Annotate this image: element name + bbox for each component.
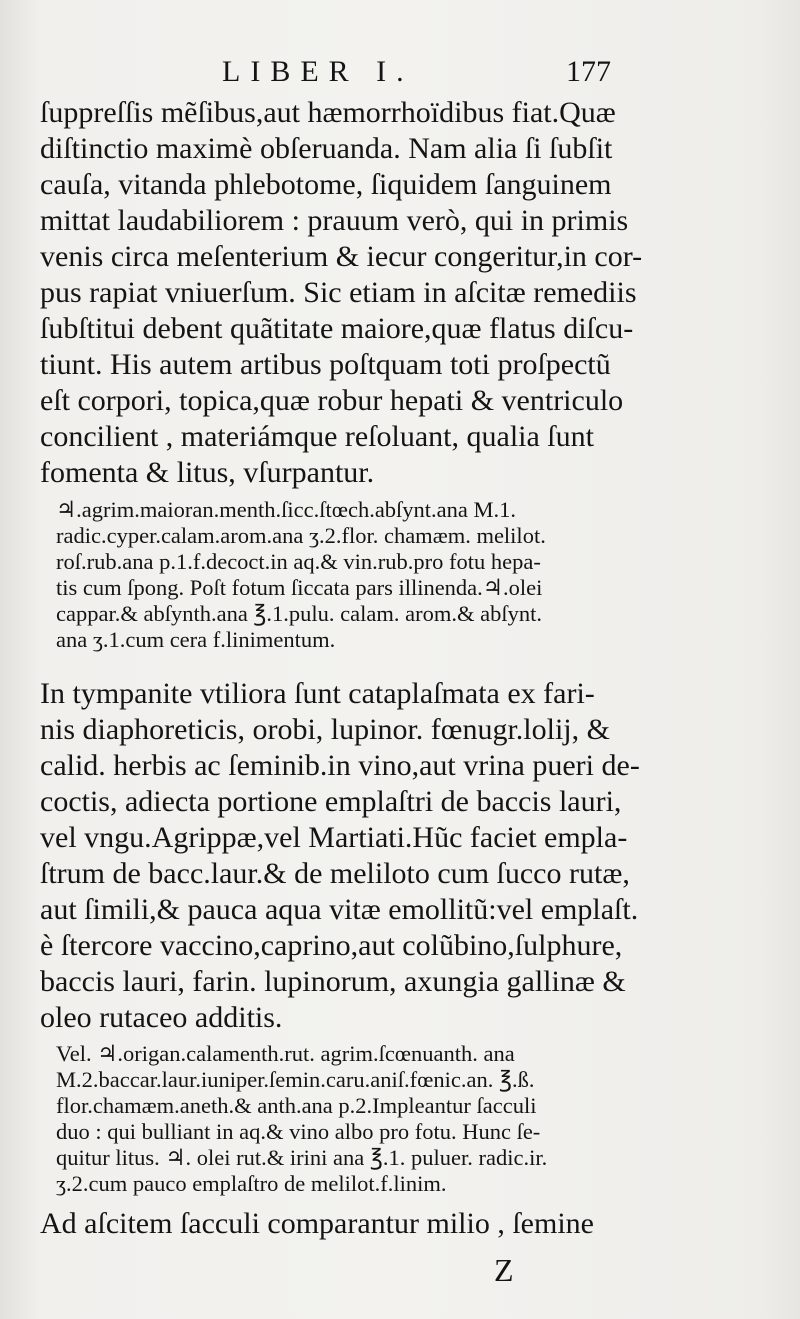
text-line: eſt corpori, topica,quæ robur hepati & ventriculo	[40, 384, 624, 417]
recipe-line: cappar.& abſynth.ana ℥.1.pulu. calam. arom.& abſynt.	[56, 601, 542, 626]
recipe-line: duo : qui bulliant in aq.& vino albo pro fotu. Hunc ſe-	[56, 1119, 541, 1144]
page-number: 177	[566, 55, 611, 88]
recipe-line: quitur litus. ♃. olei rut.& irini ana ℥.1. puluer. radic.ir.	[56, 1145, 548, 1170]
text-line: coctis, adiecta portione emplaſtri de baccis lauri,	[40, 785, 622, 818]
recipe-line: radic.cyper.calam.arom.ana ʒ.2.flor. chamæm. melilot.	[56, 523, 546, 548]
text-line: diſtinctio maximè obſeruanda. Nam alia ſi ſubſit	[40, 132, 613, 165]
text-line: tiunt. His autem artibus poſtquam toti proſpectũ	[40, 348, 611, 381]
text-line: ſubſtitui debent quãtitate maiore,quæ flatus diſcu-	[40, 312, 634, 345]
recipe-line: ♃.agrim.maioran.menth.ſicc.ſtœch.abſynt.ana M.1.	[56, 497, 517, 522]
recipe-line: roſ.rub.ana p.1.f.decoct.in aq.& vin.rub.pro fotu hepa-	[56, 549, 541, 574]
text-line: baccis lauri, farin. lupinorum, axungia gallinæ &	[40, 965, 626, 998]
text-line: è ſtercore vaccino,caprino,aut colũbino,ſulphure,	[40, 929, 623, 962]
text-line: calid. herbis ac ſeminib.in vino,aut vrina pueri de-	[40, 749, 640, 782]
recipe-line: tis cum ſpong. Poſt fotum ſiccata pars illinenda.♃.olei	[56, 575, 543, 600]
text-line: oleo rutaceo additis.	[40, 1001, 283, 1034]
signature-mark: Z	[494, 1252, 514, 1288]
text-line: pus rapiat vniuerſum. Sic etiam in aſcitæ remediis	[40, 276, 637, 309]
recipe-line: flor.chamæm.aneth.& anth.ana p.2.Impleantur ſacculi	[56, 1093, 537, 1118]
text-line: vel vngu.Agrippæ,vel Martiati.Hũc faciet empla-	[40, 821, 628, 854]
text-line: In tympanite vtiliora ſunt cataplaſmata ex fari-	[40, 677, 595, 710]
text-line: Ad aſcitem ſacculi comparantur milio , ſemine	[40, 1207, 594, 1240]
text-line: ſtrum de bacc.laur.& de meliloto cum ſucco rutæ,	[40, 857, 630, 890]
text-line: aut ſimili,& pauca aqua vitæ emollitũ:vel emplaſt.	[40, 893, 639, 926]
recipe-line: Vel. ♃.origan.calamenth.rut. agrim.ſcœnuanth. ana	[56, 1041, 515, 1066]
text-line: mittat laudabiliorem : prauum verò, qui in primis	[40, 204, 629, 237]
text-line: nis diaphoreticis, orobi, lupinor. fœnugr.lolij, &	[40, 713, 610, 746]
page-header	[0, 50, 800, 94]
text-line: cauſa, vitanda phlebotome, ſiquidem ſanguinem	[40, 168, 612, 201]
recipe-line: M.2.baccar.laur.iuniper.ſemin.caru.aniſ.fœnic.an. ℥.ß.	[56, 1067, 535, 1092]
text-line: fomenta & litus, vſurpantur.	[40, 456, 375, 489]
text-line: ſuppreſſis mẽſibus,aut hæmorrhoïdibus fiat.Quæ	[40, 96, 616, 129]
text-line: venis circa meſenterium & iecur congeritur,in cor-	[40, 240, 643, 273]
recipe-line: ana ʒ.1.cum cera f.linimentum.	[56, 627, 336, 652]
text-line: concilient , materiámque reſoluant, qualia ſunt	[40, 420, 594, 453]
running-title: LIBER I.	[222, 55, 414, 88]
recipe-line: ʒ.2.cum pauco emplaſtro de melilot.f.linim.	[56, 1171, 447, 1196]
